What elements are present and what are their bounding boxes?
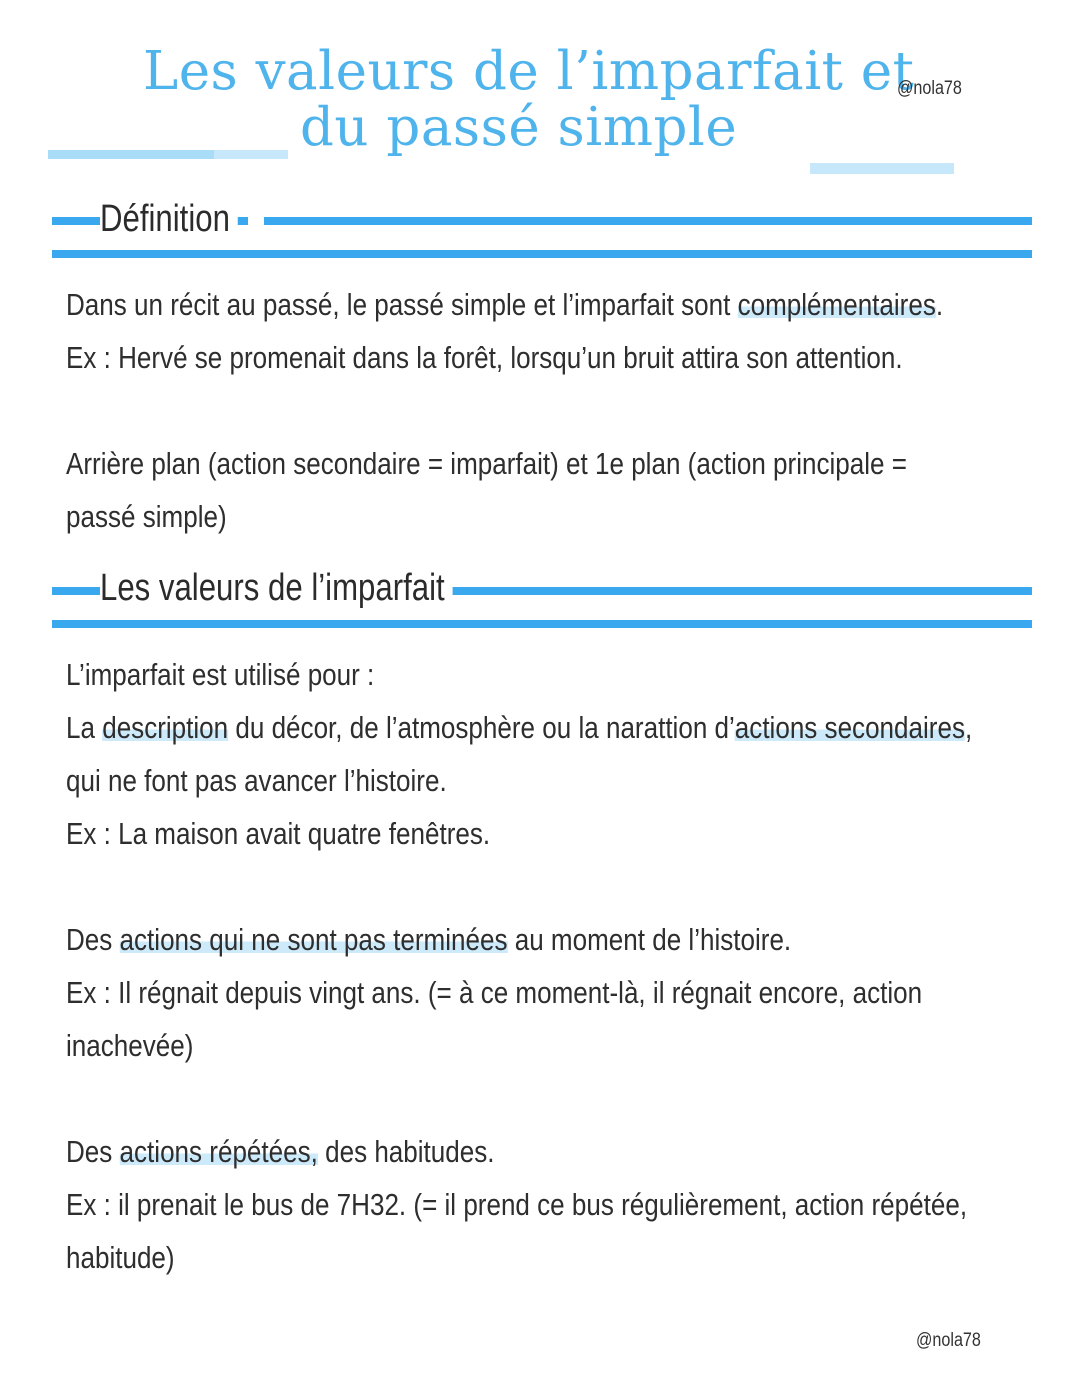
- imparfait-value2-example-line2: inachevée): [66, 1028, 194, 1063]
- section2-rule-bottom: [52, 620, 1032, 628]
- highlight-description: description: [102, 710, 229, 745]
- definition-p4: passé simple): [66, 499, 227, 534]
- imparfait-value1-example: Ex : La maison avait quatre fenêtres.: [66, 816, 491, 851]
- header-handle: @nola78: [897, 78, 962, 99]
- section-rule-gap: [248, 210, 264, 230]
- imparfait-value3-example: Ex : il prenait le bus de 7H32. (= il prend ce bus régulièrement, action répétée,: [66, 1187, 968, 1222]
- title-bar-right: [810, 163, 954, 174]
- imparfait-value2-example: Ex : Il régnait depuis vingt ans. (= à ce moment-là, il régnait encore, action: [66, 975, 923, 1010]
- imparfait-value2: Des actions qui ne sont pas terminées au moment de l’histoire.: [66, 922, 792, 957]
- highlight-actions-repetees: actions répétées,: [119, 1134, 318, 1169]
- page-title-line1: Les valeurs de l’imparfait et: [143, 41, 915, 102]
- section-heading-definition: Définition: [100, 198, 238, 241]
- imparfait-value1-line2: qui ne font pas avancer l’histoire.: [66, 763, 447, 798]
- section-heading-imparfait: Les valeurs de l’imparfait: [100, 567, 453, 610]
- definition-p1: Dans un récit au passé, le passé simple et l’imparfait sont complémentaires.: [66, 287, 944, 322]
- page-title-line2: du passé simple: [300, 97, 738, 158]
- imparfait-value3-example-line2: habitude): [66, 1240, 175, 1275]
- title-bar-left-2: [214, 150, 288, 159]
- highlight-complementaires: complémentaires: [737, 287, 936, 322]
- section-rule-bottom: [52, 250, 1032, 258]
- title-bar-left: [48, 150, 214, 159]
- highlight-actions-non-terminees: actions qui ne sont pas terminées: [119, 922, 508, 957]
- imparfait-value1: La description du décor, de l’atmosphère ou la narattion d’actions secondaires,: [66, 710, 973, 745]
- definition-p3: Arrière plan (action secondaire = imparfait) et 1e plan (action principale =: [66, 446, 907, 481]
- highlight-actions-secondaires: actions secondaires: [734, 710, 965, 745]
- imparfait-value3: Des actions répétées, des habitudes.: [66, 1134, 495, 1169]
- definition-example: Ex : Hervé se promenait dans la forêt, lorsqu’un bruit attira son attention.: [66, 340, 903, 375]
- footer-handle: @nola78: [916, 1330, 981, 1351]
- imparfait-intro: L’imparfait est utilisé pour :: [66, 657, 375, 692]
